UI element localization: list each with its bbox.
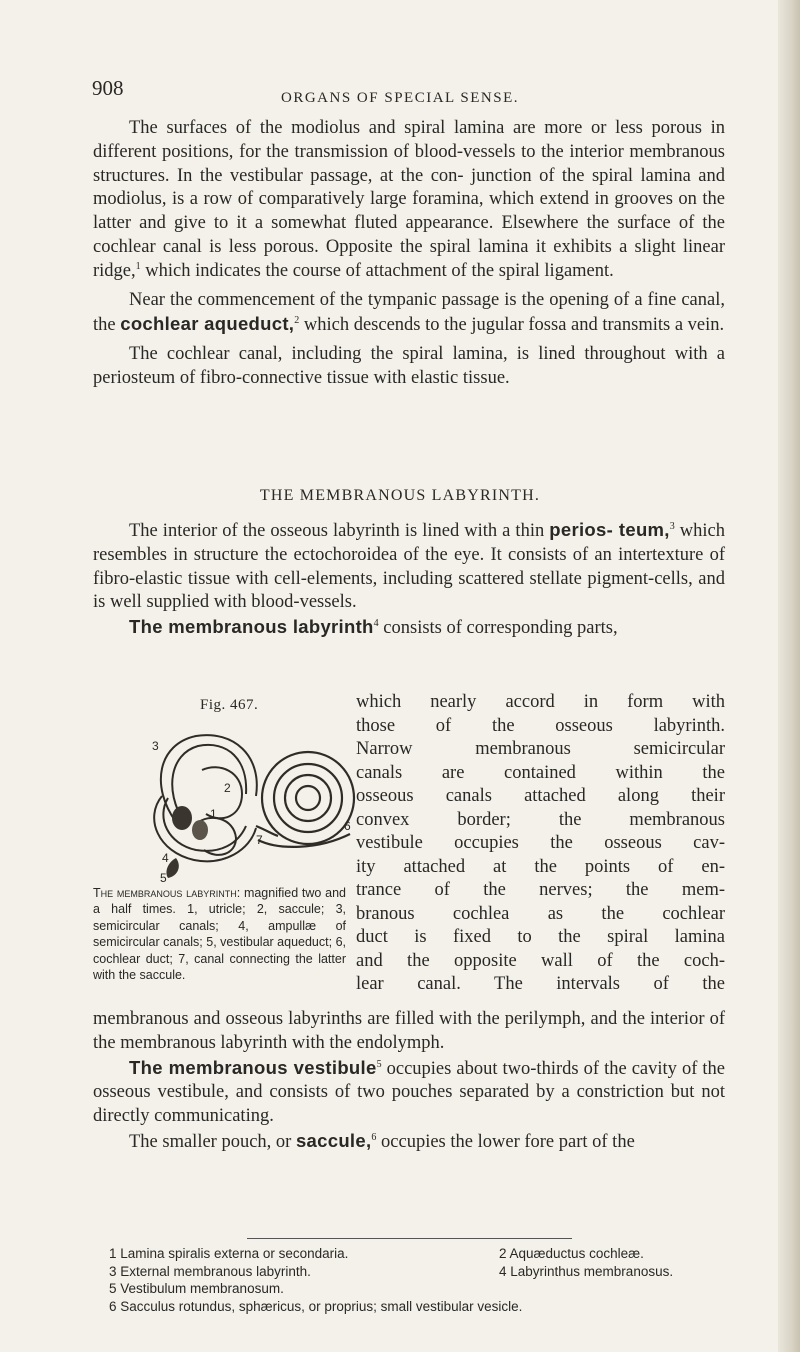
section-heading: THE MEMBRANOUS LABYRINTH. bbox=[259, 487, 541, 504]
footnote-row bbox=[109, 1245, 729, 1263]
wrap-line: vestibule occupies the osseous cav- bbox=[356, 833, 725, 853]
footnote-2: 2 Aquæductus cochleæ. bbox=[499, 1246, 644, 1261]
ampulla-shape bbox=[172, 806, 192, 830]
footnote-3: 3 External membranous labyrinth. bbox=[109, 1263, 311, 1279]
paragraph-vestibule bbox=[93, 1056, 725, 1129]
paragraph-membranous-labyrinth-start bbox=[93, 615, 725, 641]
page-edge-shadow bbox=[778, 0, 800, 1352]
figure-number-3: 3 bbox=[152, 739, 159, 753]
figure-label: Fig. 467. bbox=[200, 697, 259, 713]
p2-after: which descends to the jugular fossa and transmits a vein. bbox=[299, 315, 725, 336]
wrap-line: convex border; the membranous bbox=[356, 809, 725, 830]
figure-number-5: 5 bbox=[160, 871, 167, 884]
footnotes bbox=[109, 1245, 729, 1315]
figure-number-2: 2 bbox=[224, 781, 231, 795]
term-periosteum: perios- teum, bbox=[549, 519, 670, 540]
p5-first-after: consists of corresponding parts, bbox=[378, 618, 618, 639]
wrapped-text-column bbox=[356, 692, 725, 998]
footnote-ref-3: 3 bbox=[669, 521, 675, 532]
paragraph-cochlear-canal: The cochlear canal, including the spiral lamina, is lined throughout with a periosteum of fibro-connective tissue with elastic tissue. bbox=[93, 344, 725, 388]
paragraph-saccule bbox=[93, 1129, 725, 1155]
figure-number-1: 1 bbox=[210, 807, 217, 821]
wrap-line: canals are contained within the bbox=[356, 762, 725, 783]
p7-after: occupies the lower fore part of the bbox=[376, 1131, 635, 1152]
wrap-line: those of the osseous labyrinth. bbox=[356, 715, 725, 736]
paragraph-periosteum bbox=[93, 518, 725, 615]
utricle-outline bbox=[202, 767, 242, 818]
term-saccule: saccule, bbox=[295, 1129, 372, 1151]
figure-number-4: 4 bbox=[162, 851, 169, 865]
wrap-line: Narrow membranous semicircular bbox=[356, 739, 725, 759]
p6-after: occupies about two-thirds of the cavity of the osseous vestibule, and consists of two pouches separated by a constriction but not directly communicating. bbox=[93, 1058, 726, 1127]
wrap-line: trance of the nerves; the mem- bbox=[356, 880, 725, 900]
paragraph-modiolus bbox=[93, 117, 725, 284]
text-block-intro bbox=[93, 518, 725, 641]
wrap-line: osseous canals attached along their bbox=[356, 786, 725, 806]
footnote-1: 1 Lamina spiralis externa or secondaria. bbox=[109, 1246, 349, 1261]
footnote-ref-1: 1 bbox=[135, 260, 141, 272]
cochlea-coil-1 bbox=[262, 752, 354, 844]
p2-before: Near the commencement of the tympanic passage is the opening of a fine canal, the bbox=[93, 289, 725, 336]
cochlear-duct-base bbox=[258, 834, 350, 847]
wrap-line: duct is fixed to the spiral lamina bbox=[356, 927, 725, 947]
caption-title: The membranous labyrinth bbox=[93, 886, 237, 900]
figure-number-6: 6 bbox=[344, 819, 351, 833]
text-block-bottom bbox=[93, 1008, 725, 1155]
figure-caption bbox=[93, 885, 346, 983]
wrap-line: which nearly accord in form with bbox=[356, 692, 725, 712]
footnote-6: 6 Sacculus rotundus, sphæricus, or proprius; small vestibular vesicle. bbox=[109, 1298, 523, 1314]
wrap-line: and the opposite wall of the coch- bbox=[356, 950, 725, 971]
p4-after: which resembles in structure the ectochoroidea of the eye. It consists of an intertexture of fibro-elastic tissue with cell-elements, including scattered stellate pigment-cells, and is well supplied with blood-vessels. bbox=[93, 521, 726, 613]
p7-before: The smaller pouch, or bbox=[129, 1131, 296, 1152]
footnote-5: 5 Vestibulum membranosum. bbox=[109, 1281, 284, 1296]
wrap-line: ity attached at the points of en- bbox=[356, 856, 725, 877]
paragraph-membranous-labyrinth-end: membranous and osseous labyrinths are filled with the perilymph, and the interior of the membranous labyrinth with the endolymph. bbox=[93, 1009, 725, 1053]
footnote-row bbox=[109, 1263, 729, 1281]
term-membranous-labyrinth: The membranous labyrinth bbox=[129, 616, 374, 638]
vestibule-shade bbox=[192, 820, 208, 840]
footnote-ref-6: 6 bbox=[371, 1131, 377, 1143]
paragraph-modiolus-text: The surfaces of the modiolus and spiral lamina are more or less porous in different positions, for the transmission of blood-vessels to the interior membranous structures. In the vestibular passage, at the con- junction of the spiral lamina and modiolus, is a row of comparatively large foramina, which extend in grooves on the latter and give to it a somewhat fluted appearance. Elsewhere the surface of the cochlear canal is less porous. Opposite the spiral lamina it exhibits a slight linear ridge, bbox=[93, 118, 725, 281]
page-number: 908 bbox=[92, 76, 124, 100]
wrap-line: lear canal. The intervals of the bbox=[356, 974, 725, 994]
wrap-line: branous cochlea as the cochlear bbox=[356, 903, 725, 924]
caption-text: : magnified two and a half times. 1, utricle; 2, saccule; 3, semicircular canals; 4, ampullæ of semicircular canals; 5, vestibular aqueduct; 6, cochlear duct; 7, canal connecting the latter with the saccule. bbox=[93, 886, 346, 983]
cochlea-coil-4 bbox=[296, 786, 320, 810]
cochlea-coil-3 bbox=[285, 775, 331, 821]
running-title: ORGANS OF SPECIAL SENSE. bbox=[281, 90, 519, 106]
term-cochlear-aqueduct: cochlear aqueduct, bbox=[120, 313, 295, 335]
paragraph-aqueduct bbox=[93, 289, 725, 339]
footnote-ref-2: 2 bbox=[294, 315, 300, 327]
footnote-ref-4: 4 bbox=[373, 618, 379, 630]
footnote-ref-5: 5 bbox=[376, 1058, 382, 1070]
footnote-rule bbox=[247, 1238, 572, 1239]
figure-number-7: 7 bbox=[256, 833, 263, 847]
text-block-top bbox=[93, 117, 725, 391]
p4-before: The interior of the osseous labyrinth is lined with a thin bbox=[129, 521, 550, 541]
paragraph-modiolus-end: which indicates the course of attachment of the spiral ligament. bbox=[145, 260, 614, 281]
semicircular-canal-outer bbox=[161, 735, 257, 822]
term-membranous-vestibule: The membranous vestibule bbox=[129, 1056, 377, 1078]
membranous-labyrinth-figure bbox=[138, 726, 358, 884]
footnote-4: 4 Labyrinthus membranosus. bbox=[499, 1263, 674, 1279]
